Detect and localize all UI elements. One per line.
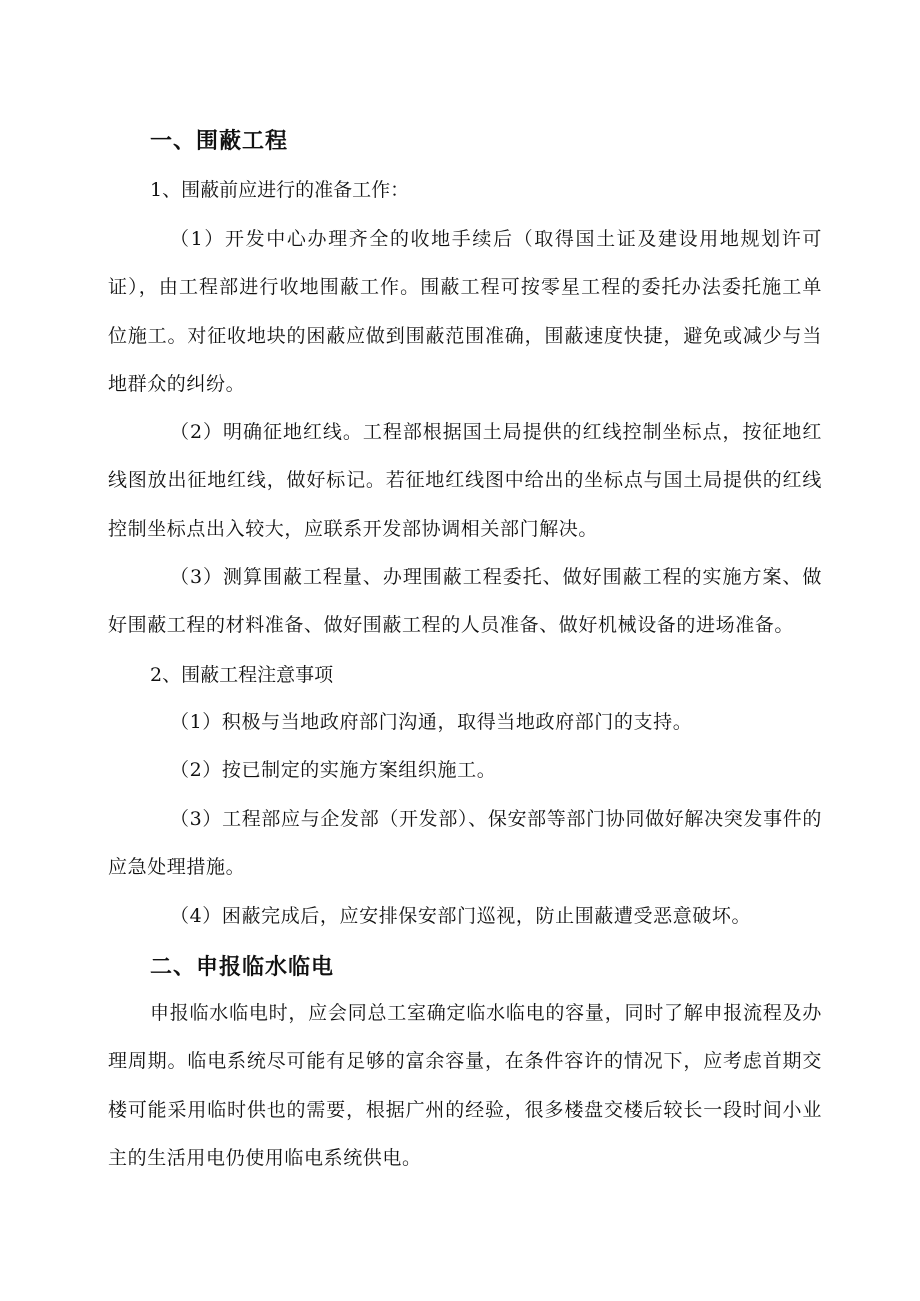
paragraph-1-2-1: （1）积极与当地政府部门沟通，取得当地政府部门的支持。 (170, 711, 693, 733)
paragraph-1-1-3: （3）测算围蔽工程量、办理围蔽工程委托、做好围蔽工程的实施方案、做好围蔽工程的材料准备、做好围蔽工程的人员准备、做好机械设备的进场准备。 (108, 566, 822, 637)
paragraph-1-2-4: （4）困蔽完成后，应安排保安部门巡视，防止围蔽遭受恶意破坏。 (170, 905, 752, 927)
section-heading-2: 二、申报临水临电 (150, 955, 335, 980)
paragraph-2-body: 申报临水临电时，应会同总工室确定临水临电的容量，同时了解申报流程及办理周期。临电系统尽可能有足够的富余容量，在条件容许的情况下，应考虑首期交楼可能采用临时供也的需要，根据广州的经验，很多楼盘交楼后较长一段时间小业主的生活用电仍使用临电系统供电。 (108, 1002, 822, 1169)
subsection-title-1: 1、围蔽前应进行的准备工作： (150, 179, 410, 201)
paragraph-1-2-2: （2）按已制定的实施方案组织施工。 (170, 759, 497, 781)
paragraph-1-2-3: （3）工程部应与企发部（开发部）、保安部等部门协同做好解决突发事件的应急处理措施。 (108, 808, 822, 879)
paragraph-1-1-1: （1）开发中心办理齐全的收地手续后（取得国土证及建设用地规划许可证），由工程部进行收地围蔽工作。围蔽工程可按零星工程的委托办法委托施工单位施工。对征收地块的困蔽应做到围蔽范围准确，围蔽速度快捷，避免或减少与当地群众的纠纷。 (108, 228, 822, 395)
subsection-title-2: 2、围蔽工程注意事项 (150, 664, 334, 686)
section-heading-1: 一、围蔽工程 (150, 129, 289, 154)
paragraph-1-1-2: （2）明确征地红线。工程部根据国土局提供的红线控制坐标点，按征地红线图放出征地红线，做好标记。若征地红线图中给出的坐标点与国土局提供的红线控制坐标点出入较大，应联系开发部协调相关部门解决。 (108, 421, 822, 540)
